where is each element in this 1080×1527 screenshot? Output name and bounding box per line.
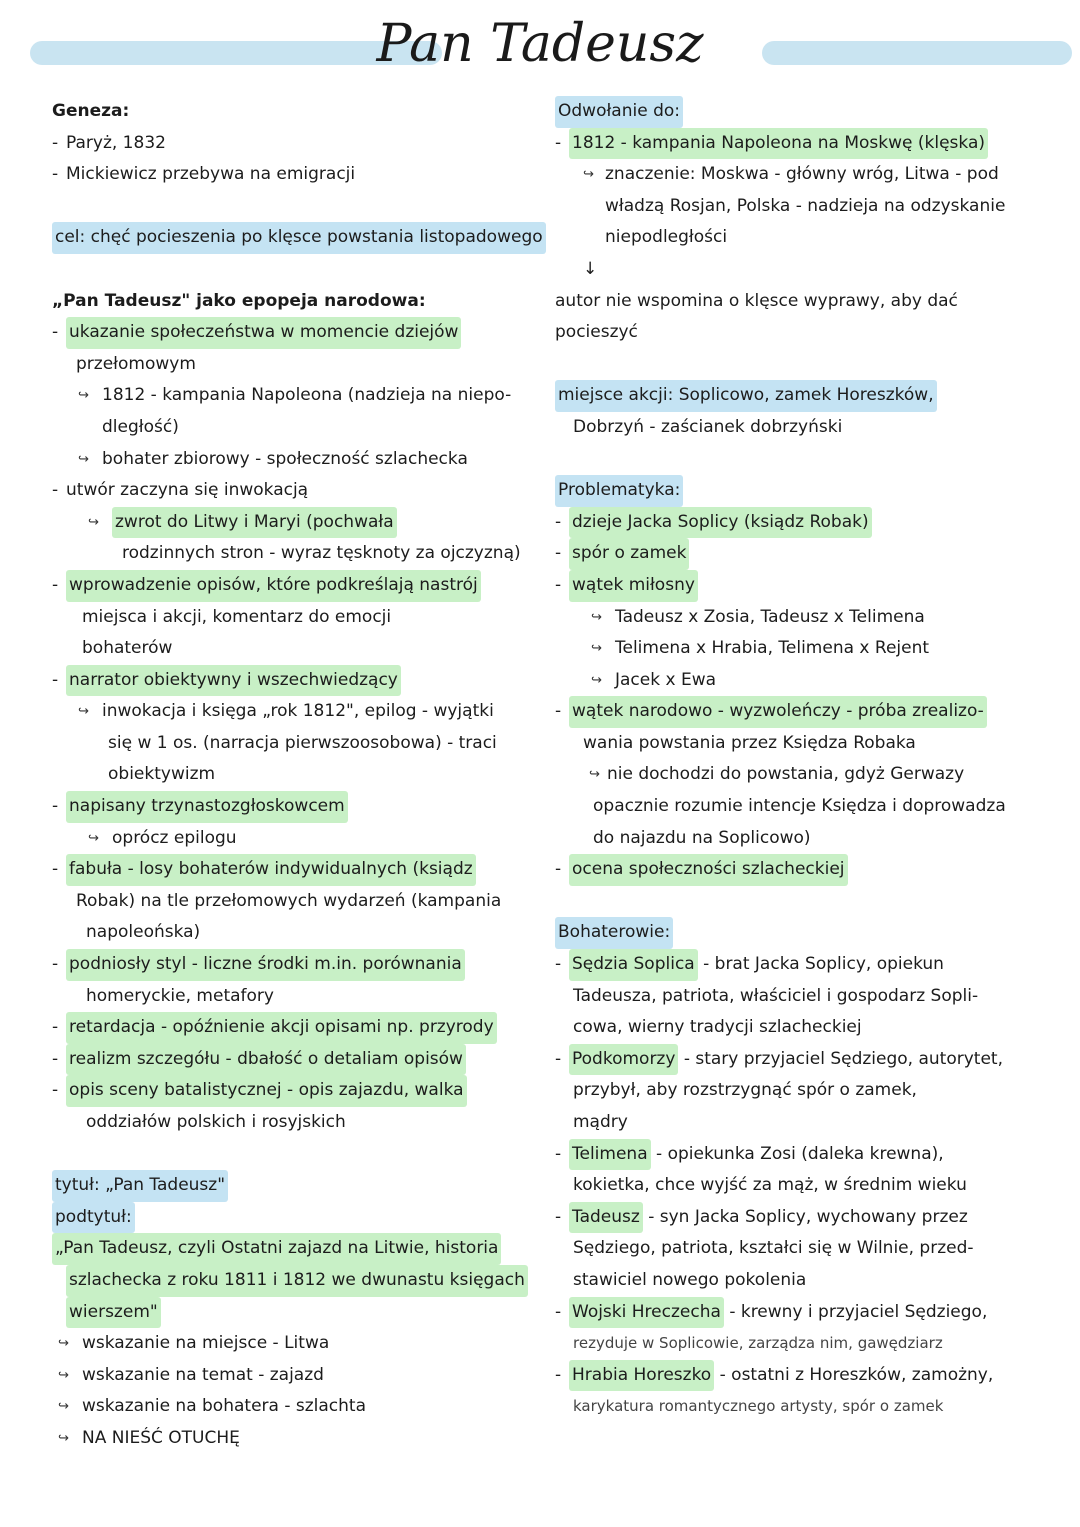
list-item: Tadeusza, patriota, właściciel i gospodarz Sopli- [573, 985, 979, 1006]
list-item: - fabuła - losy bohaterów indywidualnych (ksiądz [52, 854, 532, 886]
list-item: rodzinnych stron - wyraz tęsknoty za ojczyzną) [122, 543, 521, 564]
list-item: - Paryż, 1832 [52, 128, 532, 160]
list-item: szlachecka z roku 1811 i 1812 we dwunastu księgach [52, 1265, 532, 1297]
heading: Geneza: [52, 101, 130, 121]
list-item: pocieszyć [555, 322, 638, 343]
list-item: dległość) [102, 416, 179, 437]
list-item: się w 1 os. (narracja pierwszoosobowa) - traci [108, 732, 497, 753]
dash-bullet-icon: - [555, 1143, 562, 1164]
arrow-hook-icon: ↪ [589, 767, 600, 783]
dash-bullet-icon: - [555, 1364, 562, 1385]
dash-bullet-icon: - [52, 1017, 59, 1038]
list-item: - spór o zamek [555, 538, 1055, 570]
list-item: oddziałów polskich i rosyjskich [86, 1112, 346, 1132]
dash-bullet-icon: - [555, 1048, 562, 1069]
arrow-hook-icon: ↪ [88, 514, 99, 530]
list-item: stawiciel nowego pokolenia [573, 1269, 807, 1290]
list-item: - napisany trzynastozgłoskowcem [52, 791, 532, 823]
list-item: autor nie wspomina o klęsce wyprawy, aby dać [555, 290, 958, 311]
dash-bullet-icon: - [555, 574, 562, 595]
list-item: Sędziego, patriota, kształci się w Wilnie, przed- [573, 1238, 974, 1259]
list-item: - dzieje Jacka Soplicy (ksiądz Robak) [555, 507, 1055, 539]
list-item: ↪ znaczenie: Moskwa - główny wróg, Litwa - pod [555, 159, 1055, 191]
list-item: do najazdu na Soplicowo) [593, 827, 811, 848]
list-item: władzą Rosjan, Polska - nadzieja na odzyskanie [605, 195, 1006, 216]
list-item: - retardacja - opóźnienie akcji opisami np. przyrody [52, 1012, 532, 1044]
list-item: - Podkomorzy - stary przyjaciel Sędziego, autorytet, [555, 1044, 1055, 1076]
list-item: przybył, aby rozstrzygnąć spór o zamek, [573, 1080, 917, 1101]
list-item: ↪ 1812 - kampania Napoleona (nadzieja na niepo- [52, 380, 532, 412]
list-item: Robak) na tle przełomowych wydarzeń (kampania [76, 890, 502, 911]
list-item: kokietka, chce wyjść za mąż, w średnim wieku [573, 1175, 967, 1196]
list-item: „Pan Tadeusz, czyli Ostatni zajazd na Litwie, historia [52, 1233, 532, 1265]
dash-bullet-icon: - [555, 859, 562, 880]
arrow-hook-icon: ↪ [58, 1367, 69, 1383]
list-item: ↪ bohater zbiorowy - społeczność szlachecka [52, 444, 532, 476]
list-item: - podniosły styl - liczne środki m.in. porównania [52, 949, 532, 981]
arrow-hook-icon: ↪ [78, 704, 89, 720]
list-item: - 1812 - kampania Napoleona na Moskwę (klęska) [555, 128, 1055, 160]
list-item: miejsca i akcji, komentarz do emocji [82, 606, 392, 627]
arrow-hook-icon: ↪ [583, 167, 594, 183]
heading: „Pan Tadeusz" jako epopeja narodowa: [52, 290, 426, 311]
dash-bullet-icon: - [555, 132, 562, 153]
list-item: przełomowym [76, 353, 196, 374]
list-item: ↪ Telimena x Hrabia, Telimena x Rejent [555, 633, 1055, 665]
dash-bullet-icon: - [52, 1080, 59, 1101]
list-item: - opis sceny batalistycznej - opis zajazdu, walka [52, 1075, 532, 1107]
list-item: opacznie rozumie intencje Księdza i doprowadza [593, 796, 1006, 817]
list-item: - Hrabia Horeszko - ostatni z Horeszków, zamożny, [555, 1360, 1055, 1392]
list-item: cel: chęć pocieszenia po klęsce powstania listopadowego [52, 222, 532, 254]
right-column [555, 96, 1055, 1423]
list-item: ↪ inwokacja i księga „rok 1812", epilog - wyjątki [52, 696, 532, 728]
list-item: - utwór zaczyna się inwokacją [52, 475, 532, 507]
dash-bullet-icon: - [555, 701, 562, 722]
arrow-hook-icon: ↪ [78, 388, 89, 404]
list-item: ↪ wskazanie na miejsce - Litwa [52, 1328, 532, 1360]
list-item: - wątek miłosny [555, 570, 1055, 602]
dash-bullet-icon: - [52, 480, 59, 501]
list-item: - realizm szczegółu - dbałość o detaliam opisów [52, 1044, 532, 1076]
list-item: niepodległości [605, 227, 728, 248]
list-item: - Mickiewicz przebywa na emigracji [52, 159, 532, 191]
dash-bullet-icon: - [52, 132, 59, 153]
list-item: - Telimena - opiekunka Zosi (daleka krewna), [555, 1139, 1055, 1171]
list-item: - ocena społeczności szlacheckiej [555, 854, 1055, 886]
dash-bullet-icon: - [52, 164, 59, 185]
list-item [555, 254, 1055, 286]
list-item: homeryckie, metafory [86, 985, 274, 1006]
dash-bullet-icon: - [52, 322, 59, 343]
list-item: ↪ oprócz epilogu [52, 823, 532, 855]
heading: tytuł: „Pan Tadeusz" [52, 1170, 532, 1202]
heading: Problematyka: [555, 475, 1055, 507]
list-item: miejsce akcji: Soplicowo, zamek Horeszków, [555, 380, 1055, 412]
dash-bullet-icon: - [52, 574, 59, 595]
list-item: wania powstania przez Księdza Robaka [583, 732, 916, 753]
list-item: obiektywizm [108, 764, 216, 785]
list-item: - wątek narodowo - wyzwoleńczy - próba zrealizo- [555, 696, 1055, 728]
dash-bullet-icon: - [52, 669, 59, 690]
list-item: wierszem" [52, 1297, 532, 1329]
list-item: mądry [573, 1112, 628, 1132]
list-item: ↪ wskazanie na temat - zajazd [52, 1360, 532, 1392]
arrow-hook-icon: ↪ [58, 1399, 69, 1415]
list-item: napoleońska) [86, 922, 201, 943]
list-item: ↪ Jacek x Ewa [555, 665, 1055, 697]
arrow-hook-icon: ↪ [58, 1336, 69, 1352]
list-item: - Wojski Hreczecha - krewny i przyjaciel Sędziego, [555, 1297, 1055, 1329]
heading: podtytuł: [52, 1202, 532, 1234]
arrow-hook-icon: ↪ [88, 830, 99, 846]
dash-bullet-icon: - [52, 796, 59, 817]
arrow-hook-icon: ↪ [591, 672, 602, 688]
arrow-down-icon: ↓ [583, 258, 598, 279]
list-item: cowa, wierny tradycji szlacheckiej [573, 1017, 862, 1038]
dash-bullet-icon: - [555, 543, 562, 564]
list-item: rezyduje w Soplicowie, zarządza nim, gawędziarz [573, 1334, 943, 1353]
dash-bullet-icon: - [52, 859, 59, 880]
dash-bullet-icon: - [555, 511, 562, 532]
list-item: ↪ NA NIEŚĆ OTUCHĘ [52, 1423, 532, 1455]
list-item: karykatura romantycznego artysty, spór o zamek [573, 1397, 944, 1416]
dash-bullet-icon: - [555, 1206, 562, 1227]
list-item: - Sędzia Soplica - brat Jacka Soplicy, opiekun [555, 949, 1055, 981]
list-item: ↪ wskazanie na bohatera - szlachta [52, 1391, 532, 1423]
list-item: - wprowadzenie opisów, które podkreślają nastrój [52, 570, 532, 602]
heading: Bohaterowie: [555, 917, 1055, 949]
arrow-hook-icon: ↪ [591, 641, 602, 657]
list-item: ↪ zwrot do Litwy i Maryi (pochwała [52, 507, 532, 539]
list-item: bohaterów [82, 638, 173, 659]
arrow-hook-icon: ↪ [591, 609, 602, 625]
list-item: - Tadeusz - syn Jacka Soplicy, wychowany przez [555, 1202, 1055, 1234]
arrow-hook-icon: ↪ [58, 1430, 69, 1446]
dash-bullet-icon: - [555, 954, 562, 975]
dash-bullet-icon: - [52, 1048, 59, 1069]
list-item: ↪ nie dochodzi do powstania, gdyż Gerwazy [555, 759, 1055, 791]
heading: Odwołanie do: [555, 96, 1055, 128]
dash-bullet-icon: - [555, 1301, 562, 1322]
list-item: Dobrzyń - zaścianek dobrzyński [573, 416, 843, 437]
dash-bullet-icon: - [52, 954, 59, 975]
page-title: Pan Tadeusz [376, 14, 704, 74]
list-item: - ukazanie społeczeństwa w momencie dziejów [52, 317, 532, 349]
arrow-hook-icon: ↪ [78, 451, 89, 467]
left-column [52, 96, 543, 1455]
list-item: ↪ Tadeusz x Zosia, Tadeusz x Telimena [555, 602, 1055, 634]
list-item: - narrator obiektywny i wszechwiedzący [52, 665, 532, 697]
